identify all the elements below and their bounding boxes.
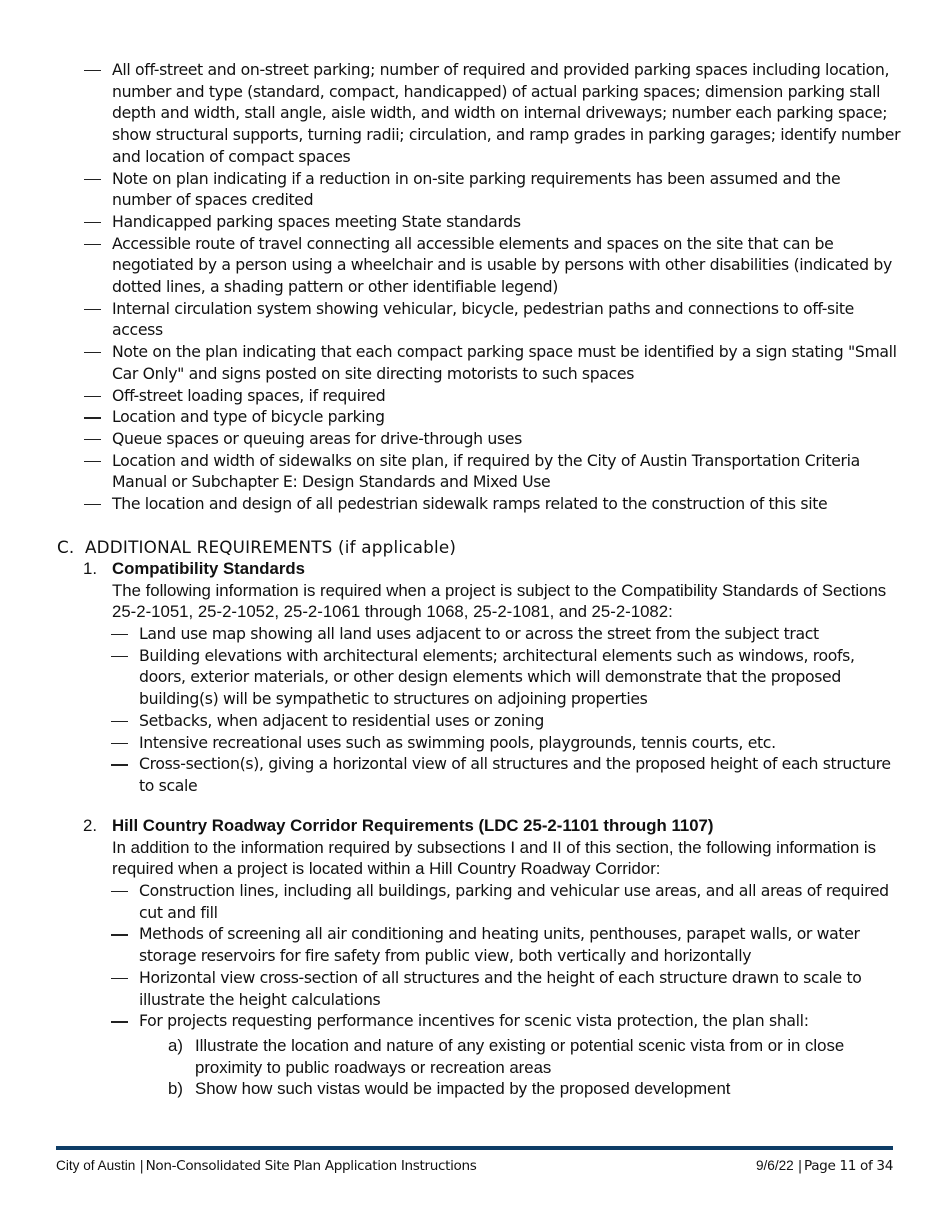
list-item: The location and design of all pedestrian sidewalk ramps related to the construction of this site xyxy=(112,493,902,515)
list-item: Location and type of bicycle parking xyxy=(112,406,902,428)
footer-separator: | xyxy=(797,1158,802,1174)
dash-bullet xyxy=(84,222,101,223)
dash-bullet xyxy=(84,179,101,180)
list-item: a) Illustrate the location and nature of any existing or potential scenic vista from or in close proximity to public roadways or recreation areas xyxy=(168,1036,845,1077)
list-item: All off-street and on-street parking; number of required and provided parking spaces including location, number and type (standard, compact, handicapped) of actual parking spaces; dimension parking stall depth and width, stall angle, aisle width, and width on internal driveways; number each parking space; show structural supports, turning radii; circulation, and ramp grades in parking garages; identify number and location of compact spaces xyxy=(112,59,902,168)
list-item: Handicapped parking spaces meeting State standards xyxy=(112,211,902,233)
dash-bullet xyxy=(84,244,101,245)
dash-bullet xyxy=(111,978,128,979)
compatibility-standards-block xyxy=(83,558,892,623)
section-letter: C. xyxy=(57,537,75,557)
footer-date: 9/6/22 xyxy=(755,1158,794,1173)
site-plan-requirements-list xyxy=(112,59,902,515)
dash-bullet xyxy=(111,634,128,635)
item-intro: The following information is required when a project is subject to the Compatibility Standards of Sections 25-2-1051, 25-2-1052, 25-2-1061 through 1068, 25-2-1081, and 25-2-1082: xyxy=(112,580,887,621)
list-item: Methods of screening all air conditioning and heating units, penthouses, parapet walls, or water storage reservoirs for fire safety from public view, both vertically and horizontally xyxy=(139,923,902,966)
list-item: Accessible route of travel connecting all accessible elements and spaces on the site that can be negotiated by a person using a wheelchair and is usable by persons with other disabilities (indicated by dotted lines, a shading pattern or other identifiable legend) xyxy=(112,233,902,298)
footer-document-title: Non-Consolidated Site Plan Application Instructions xyxy=(145,1158,477,1174)
item-number: 2. xyxy=(83,816,97,835)
compatibility-standards-list xyxy=(139,623,902,797)
dash-bullet xyxy=(111,656,128,657)
list-item: b) Show how such vistas would be impacted by the proposed development xyxy=(168,1079,731,1098)
list-item: Cross-section(s), giving a horizontal view of all structures and the proposed height of each structure to scale xyxy=(139,753,902,796)
footer-document-info xyxy=(56,1157,477,1175)
dash-bullet xyxy=(111,891,128,892)
list-item: Note on the plan indicating that each compact parking space must be identified by a sign stating "Small Car Only" and signs posted on site directing motorists to such spaces xyxy=(112,341,902,384)
dash-bullet xyxy=(111,764,128,765)
hill-country-corridor-block xyxy=(83,815,892,880)
dash-bullet xyxy=(84,352,101,353)
item-title: Compatibility Standards xyxy=(112,559,306,578)
list-item: Building elevations with architectural elements; architectural elements such as windows, roofs, doors, exterior materials, or other design elements which will demonstrate that the proposed building(s) will be sympathetic to structures on adjoining properties xyxy=(139,645,902,710)
list-item: For projects requesting performance incentives for scenic vista protection, the plan shall: xyxy=(139,1010,902,1032)
section-title: ADDITIONAL REQUIREMENTS (if applicable) xyxy=(85,537,457,557)
list-item: Land use map showing all land uses adjacent to or across the street from the subject tract xyxy=(139,623,902,645)
list-item: Construction lines, including all buildings, parking and vehicular use areas, and all areas of required cut and fill xyxy=(139,880,902,923)
footer-rule xyxy=(56,1146,893,1150)
dash-bullet xyxy=(84,417,101,418)
dash-bullet xyxy=(84,504,101,505)
sub-item-marker: a) xyxy=(168,1036,183,1055)
dash-bullet xyxy=(84,309,101,310)
item-intro: In addition to the information required by subsections I and II of this section, the following information is required when a project is located within a Hill Country Roadway Corridor: xyxy=(112,837,876,878)
dash-bullet xyxy=(111,743,128,744)
footer-separator: | xyxy=(139,1158,144,1174)
list-item: Intensive recreational uses such as swimming pools, playgrounds, tennis courts, etc. xyxy=(139,732,902,754)
list-item: Setbacks, when adjacent to residential uses or zoning xyxy=(139,710,902,732)
footer-page-info xyxy=(756,1157,893,1175)
item-number: 1. xyxy=(83,559,97,578)
list-item: Horizontal view cross-section of all structures and the height of each structure drawn to scale to illustrate the height calculations xyxy=(139,967,902,1010)
scenic-vista-sublist xyxy=(168,1035,895,1100)
dash-bullet xyxy=(84,461,101,462)
dash-bullet xyxy=(111,934,128,935)
footer-organization: City of Austin xyxy=(56,1158,136,1173)
item-title: Hill Country Roadway Corridor Requirements (LDC 25-2-1101 through 1107) xyxy=(112,816,714,835)
list-item: Location and width of sidewalks on site plan, if required by the City of Austin Transportation Criteria Manual or Subchapter E: Design Standards and Mixed Use xyxy=(112,450,902,493)
list-item: Note on plan indicating if a reduction in on-site parking requirements has been assumed and the number of spaces credited xyxy=(112,168,902,211)
hill-country-corridor-list xyxy=(139,880,902,1032)
section-heading xyxy=(57,536,456,558)
sub-item-marker: b) xyxy=(168,1079,183,1098)
list-item: Queue spaces or queuing areas for drive-through uses xyxy=(112,428,902,450)
dash-bullet xyxy=(111,721,128,722)
dash-bullet xyxy=(111,1021,128,1022)
dash-bullet xyxy=(84,439,101,440)
footer-page-number: Page 11 of 34 xyxy=(803,1158,893,1174)
dash-bullet xyxy=(84,70,101,71)
list-item: Off-street loading spaces, if required xyxy=(112,385,902,407)
list-item: Internal circulation system showing vehicular, bicycle, pedestrian paths and connections to off-site access xyxy=(112,298,902,341)
dash-bullet xyxy=(84,396,101,397)
